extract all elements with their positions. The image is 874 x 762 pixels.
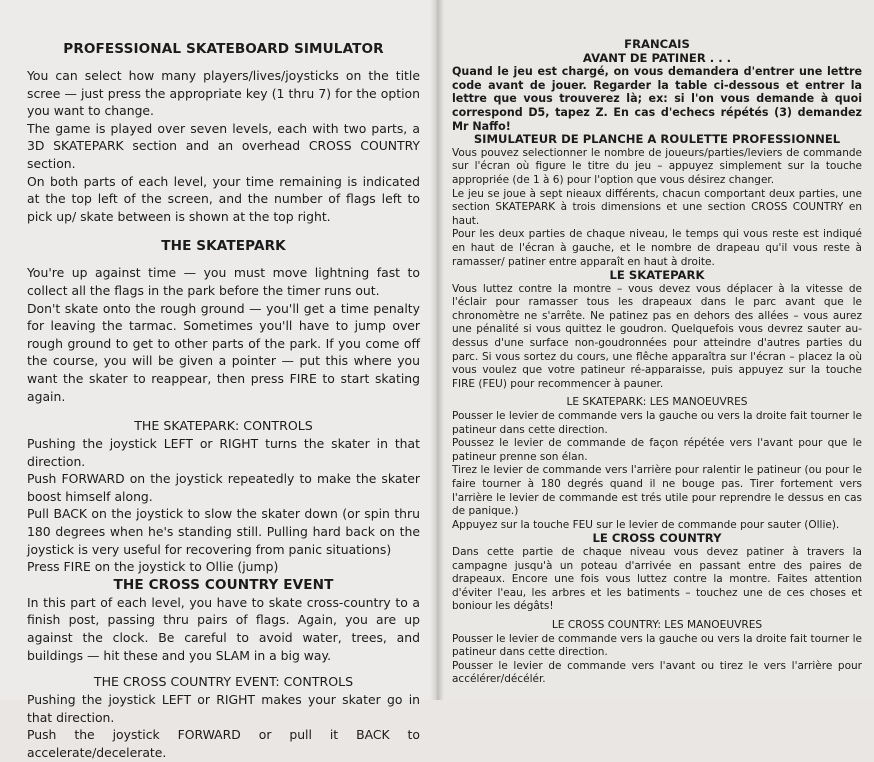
- en-skatepark-controls-heading: THE SKATEPARK: CONTROLS: [134, 418, 313, 434]
- en-cross-heading: THE CROSS COUNTRY EVENT: [113, 576, 334, 593]
- en-skatepark-p1: You're up against time — you must move lightning fast to collect all the flags in the park before the timer runs out.: [27, 265, 420, 298]
- fr-skatepark-controls-heading: LE SKATEPARK: LES MANOEUVRES: [566, 396, 748, 409]
- fr-subtitle: AVANT DE PATINER . . .: [582, 50, 732, 65]
- fr-cross-controls-heading: LE CROSS COUNTRY: LES MANOEUVRES: [551, 618, 763, 631]
- en-cross-controls-heading: THE CROSS COUNTRY EVENT: CONTROLS: [93, 674, 354, 690]
- en-skatepark-controls-p3: Pull BACK on the joystick to slow the skater down (or spin thru 180 degrees when he's standing still. Pulling hard back on the joystick is very useful for recovering from panic situations): [27, 506, 420, 557]
- en-cross-p1: In this part of each level, you have to skate cross-country to a finish post, passing thru pairs of flags. Again, you are up against the clock. Be careful to avoid water, trees, and buildings — hit these and you SLAM in a big way.: [27, 594, 420, 663]
- french-page: [437, 0, 874, 700]
- fr-cross-controls-p1: Pousser le levier de commande vers la gauche ou vers la droite fait tourner le patineur dans cette direction.: [452, 632, 862, 659]
- en-cross-controls-p1: Pushing the joystick LEFT or RIGHT makes your skater go in that direction.: [27, 692, 420, 725]
- fr-skatepark-controls-p3: Tirez le levier de commande vers l'arrière pour ralentir le patineur (ou pour le faire tourner à 180 degrés quand il ne bouge pas. Tirer fortement vers l'arrière le levier de commande est trés utile pour reprendre le dessus en cas de panique.): [452, 464, 862, 518]
- fr-intro-p2: Le jeu se joue à sept nieaux différents, chacun comportant deux parties, une section SKATEPARK à trois dimensions et une section CROSS COUNTRY en haut.: [452, 187, 862, 227]
- fr-cross-controls-p2: Pousser le levier de commande vers l'avant ou tirez le vers l'arrière pour accélérer/décélér.: [452, 659, 862, 686]
- en-intro-p3: On both parts of each level, your time remaining is indicated at the top left of the screen, and the number of flags left to pick up/ skate between is shown at the top right.: [27, 173, 420, 224]
- en-skatepark-p2: Don't skate onto the rough ground — you'll get a time penalty for leaving the tarmac. Sometimes you'll have to jump over rough ground to get to other parts of the park. If you come off the course, you will be given a pointer — put this where you want the skater to reappear, then press FIRE to start skating again.: [27, 300, 420, 404]
- en-skatepark-controls-p4: Press FIRE on the joystick to Ollie (jump): [27, 559, 279, 575]
- en-intro-p1: You can select how many players/lives/joysticks on the title scree — just press the appropriate key (1 thru 7) for the option you want to change.: [27, 68, 420, 119]
- en-skatepark-controls-p1: Pushing the joystick LEFT or RIGHT turns the skater in that direction.: [27, 436, 420, 469]
- fr-skatepark-controls-p2: Poussez le levier de commande de façon répétée vers l'avant pour que le patineur prenne son élan.: [452, 437, 862, 463]
- book-gutter: [430, 0, 444, 700]
- en-intro-p2: The game is played over seven levels, each with two parts, a 3D SKATEPARK section and an overhead CROSS COUNTRY section.: [27, 120, 420, 171]
- en-cross-controls-p2: Push the joystick FORWARD or pull it BACK to accelerate/decelerate.: [27, 727, 420, 760]
- en-skatepark-heading: THE SKATEPARK: [161, 238, 286, 255]
- fr-cross-heading: LE CROSS COUNTRY: [592, 531, 722, 546]
- fr-skatepark-controls-p4: Appuyez sur la touche FEU sur le levier de commande pour sauter (Ollie).: [452, 518, 840, 531]
- fr-intro-p1: Vous pouvez selectionner le nombre de joueurs/parties/leviers de commande sur l'écran où figure le titre du jeu – appuyez simplement sur la touche appropriée (de 1 à 6) pour l'option que vous désirez changer.: [452, 146, 862, 186]
- en-title: PROFESSIONAL SKATEBOARD SIMULATOR: [63, 41, 384, 57]
- fr-skatepark-p1: Vous luttez contre la montre – vous devez vous déplacer à la vitesse de l'éclair pour ramasser tous les drapeaux dans le parc avant que le chronomètre ne s'arrête. Ne patinez pas en dehors des allées – vous aurez une pénalité si vous quittez le goudron. Quelquefois vous devrez sauter au-dessus d'une surface non-goudronnées pour atteindre d'autres parties du parc. Si vous sortez du cours, une flêche apparaîtra sur l'écran – placez la où vous voulez que votre patineur ré-apparaisse, puis appuyez sur la touche FIRE (FEU) pour recommencer à pauner.: [452, 282, 862, 390]
- fr-cross-p1: Dans cette partie de chaque niveau vous devez patiner à travers la campagne jusqu'à un poteau d'arrivée en passant entre des paires de drapeaux. Encore une fois vous luttez contre la montre. Faites attention d'éviter l'eau, les arbres et les batiments – touchez une de ces choses et boniour les dégâts!: [452, 545, 862, 613]
- fr-loading-p: Quand le jeu est chargé, on vous demandera d'entrer une lettre code avant de jouer. Regarder la table ci-dessous et entrer la lettre que vous trouverez là; ex: si l'on vous demande à quoi correspond D5, tapez Z. En cas d'echecs répétés (3) demandez Mr Naffo!: [452, 65, 862, 133]
- fr-title: FRANCAIS: [624, 37, 690, 51]
- fr-skatepark-controls-p1: Pousser le levier de commande vers la gauche ou vers la droite fait tourner le patineur dans cette direction.: [452, 410, 862, 436]
- en-skatepark-controls-p2: Push FORWARD on the joystick repeatedly to make the skater boost himself along.: [27, 471, 420, 504]
- fr-simulator-heading: SIMULATEUR DE PLANCHE A ROULETTE PROFESSIONNEL: [473, 132, 841, 147]
- fr-intro-p3: Pour les deux parties de chaque niveau, le temps qui vous reste est indiqué en haut de l'écran à gauche, et le nombre de drapeau qu'il vous reste à ramasser/ patiner entre apparaît en haut à droite.: [452, 228, 862, 268]
- fr-skatepark-heading: LE SKATEPARK: [609, 268, 705, 283]
- english-page: [0, 0, 436, 760]
